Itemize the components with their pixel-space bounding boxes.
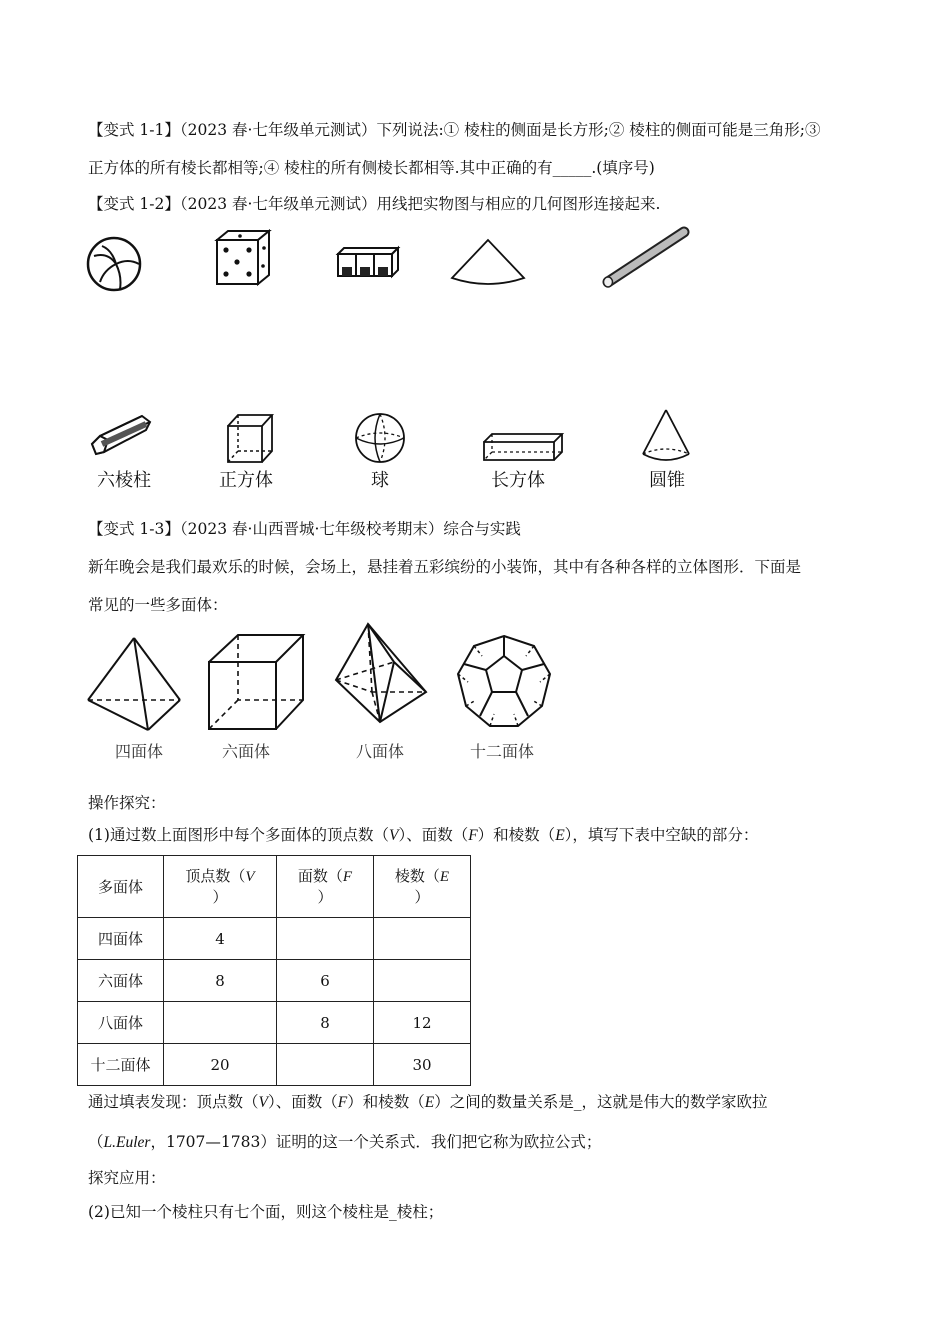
table-cell: 四面体 xyxy=(78,918,164,960)
finding-line: 通过填表发现：顶点数（V）、面数（F）和棱数（E）之间的数量关系是_，这就是伟大的数学家欧拉 xyxy=(88,1093,768,1111)
intro-line-2: 常见的一些多面体： xyxy=(88,596,228,614)
shape-label-sphere: 球 xyxy=(371,470,389,491)
hexahedron-icon xyxy=(206,632,306,732)
intro-line-1: 新年晚会是我们最欢乐的时候，会场上，悬挂着五彩缤纷的小装饰，其中有各种各样的立体图形．下面是 xyxy=(88,558,802,576)
dodecahedron-icon xyxy=(456,634,552,730)
hexagonal-prism-icon xyxy=(88,414,154,462)
pipe-rod-icon xyxy=(600,224,694,290)
variant-title: 综合与实践 xyxy=(443,520,521,538)
table-header-row xyxy=(78,856,471,918)
variant-text: 用线把实物图与相应的几何图形连接起来. xyxy=(376,195,661,213)
variant-text: 下列说法:① 棱柱的侧面是长方形;② 棱柱的侧面可能是三角形;③ xyxy=(376,121,821,139)
apply-heading: 探究应用： xyxy=(88,1169,166,1187)
octahedron-icon xyxy=(332,622,428,726)
table-cell xyxy=(277,1044,374,1086)
polyhedra-table xyxy=(77,855,471,1086)
table-cell xyxy=(277,918,374,960)
tetrahedron-icon xyxy=(86,636,182,732)
shape-label-cube: 正方体 xyxy=(219,470,273,491)
variant-tag: 【变式 1-2】 xyxy=(88,195,180,213)
polyhedron-label-octahedron: 八面体 xyxy=(355,742,405,761)
table-header-cell: 面数（F ） xyxy=(277,856,374,918)
polyhedron-label-hexahedron: 六面体 xyxy=(221,742,271,761)
table-row xyxy=(78,918,471,960)
fan-sector-icon xyxy=(450,238,526,286)
table-header-cell: 多面体 xyxy=(78,856,164,918)
table-cell: 十二面体 xyxy=(78,1044,164,1086)
shape-label-hexagonal-prism: 六棱柱 xyxy=(97,470,151,491)
polyhedron-label-tetrahedron: 四面体 xyxy=(114,742,164,761)
table-header-cell: 棱数（E ） xyxy=(374,856,471,918)
table-cell xyxy=(374,960,471,1002)
variant-tag: 【变式 1-1】 xyxy=(88,121,180,139)
variant-source: （2023 春·七年级单元测试） xyxy=(179,195,377,213)
variant-1-2-line xyxy=(88,192,660,214)
table-cell: 8 xyxy=(277,1002,374,1044)
cube-icon xyxy=(224,412,276,464)
volleyball-icon xyxy=(86,236,142,292)
variant-tag: 【变式 1-3】 xyxy=(88,520,180,538)
table-row xyxy=(78,1002,471,1044)
variant-1-3-line xyxy=(88,517,521,539)
question-1-line: (1)通过数上面图形中每个多面体的顶点数（V）、面数（F）和棱数（E），填写下表中空缺的部分： xyxy=(88,826,759,844)
sphere-icon xyxy=(354,412,406,464)
table-cell xyxy=(164,1002,277,1044)
variant-1-1-line-1 xyxy=(88,118,820,140)
table-row xyxy=(78,960,471,1002)
cone-icon xyxy=(640,408,692,466)
symbol-e: E xyxy=(424,1094,435,1111)
variant-1-1-line-2: 正方体的所有棱长都相等;④ 棱柱的所有侧棱长都相等.其中正确的有_____.(填序号) xyxy=(88,159,655,177)
table-cell: 6 xyxy=(277,960,374,1002)
symbol-v: V xyxy=(388,827,399,844)
table-cell xyxy=(374,918,471,960)
table-header-cell: 顶点数（V ） xyxy=(164,856,277,918)
table-cell: 12 xyxy=(374,1002,471,1044)
dice-icon xyxy=(214,228,272,288)
shape-label-cuboid: 长方体 xyxy=(491,470,545,491)
euler-name: L.Euler xyxy=(103,1134,151,1151)
euler-line: （L.Euler，1707—1783）证明的这一个关系式．我们把它称为欧拉公式； xyxy=(88,1133,602,1151)
variant-source: （2023 春·山西晋城·七年级校考期末） xyxy=(179,520,444,538)
symbol-e: E xyxy=(555,827,565,844)
symbol-f: F xyxy=(468,827,478,844)
question-2-line: (2)已知一个棱柱只有七个面，则这个棱柱是_棱柱； xyxy=(88,1203,444,1221)
table-cell: 4 xyxy=(164,918,277,960)
explore-heading: 操作探究： xyxy=(88,794,166,812)
table-cell: 六面体 xyxy=(78,960,164,1002)
variant-source: （2023 春·七年级单元测试） xyxy=(179,121,377,139)
table-cell: 30 xyxy=(374,1044,471,1086)
building-blocks-icon xyxy=(336,246,400,278)
table-row xyxy=(78,1044,471,1086)
symbol-v: V xyxy=(258,1094,268,1111)
table-cell: 八面体 xyxy=(78,1002,164,1044)
table-cell: 20 xyxy=(164,1044,277,1086)
cuboid-icon xyxy=(482,432,564,462)
polyhedron-label-dodecahedron: 十二面体 xyxy=(469,742,535,761)
symbol-f: F xyxy=(337,1094,348,1111)
table-cell: 8 xyxy=(164,960,277,1002)
shape-label-cone: 圆锥 xyxy=(649,470,685,491)
